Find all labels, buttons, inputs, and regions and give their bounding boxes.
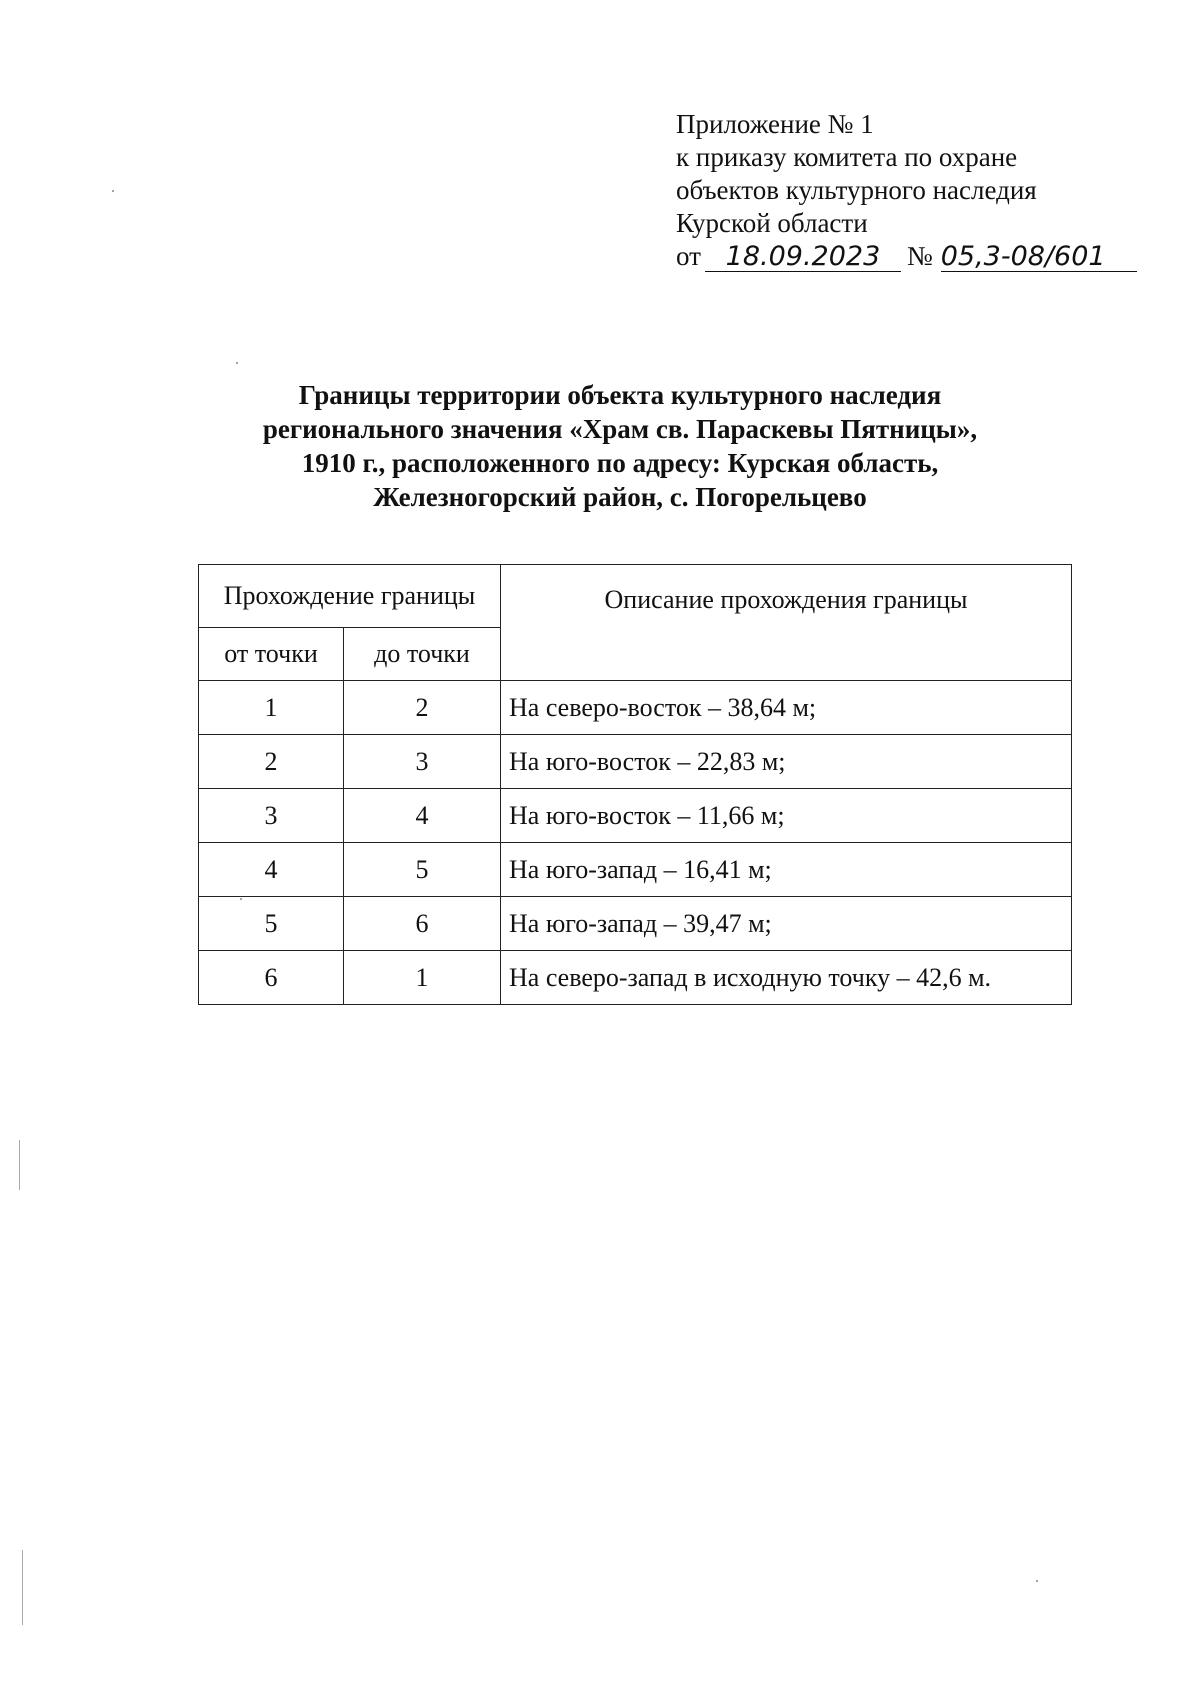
table-row: [199, 897, 1072, 951]
header-from: от точки: [199, 628, 344, 681]
cell-from: 2: [199, 735, 344, 789]
scan-speck: [112, 190, 114, 192]
scan-edge-mark: [19, 1140, 20, 1190]
document-title: [180, 378, 1060, 514]
header-to: до точки: [344, 628, 501, 681]
cell-to: 3: [344, 735, 501, 789]
header-description: Описание прохождения границы: [501, 565, 1072, 681]
title-line-1: Границы территории объекта культурного наследия: [298, 380, 942, 410]
table-row: [199, 789, 1072, 843]
handwritten-date: 18.09.2023: [705, 243, 901, 272]
cell-from: 3: [199, 789, 344, 843]
handwritten-number: 05,3-08/601: [941, 243, 1137, 272]
scan-speck: [236, 362, 238, 364]
appendix-line-2: к приказу комитета по охране: [676, 142, 1018, 172]
cell-description: На северо-восток – 38,64 м;: [501, 681, 1072, 735]
appendix-date-line: [676, 240, 1137, 273]
cell-to: 1: [344, 951, 501, 1005]
date-prefix: от: [676, 241, 701, 271]
appendix-line-3: объектов культурного наследия: [676, 175, 1037, 205]
table-row: [199, 681, 1072, 735]
title-line-4: Железногорский район, с. Погорельцево: [373, 482, 867, 512]
cell-from: 6: [199, 951, 344, 1005]
cell-to: 4: [344, 789, 501, 843]
appendix-line-4: Курской области: [676, 208, 868, 238]
table-row: [199, 951, 1072, 1005]
cell-to: 6: [344, 897, 501, 951]
scan-speck: [1036, 1580, 1038, 1582]
cell-description: На юго-запад – 16,41 м;: [501, 843, 1072, 897]
cell-from: 1: [199, 681, 344, 735]
title-line-3: 1910 г., расположенного по адресу: Курская область,: [301, 448, 939, 478]
table-row: [199, 735, 1072, 789]
cell-description: На северо-запад в исходную точку – 42,6 м.: [501, 951, 1072, 1005]
scan-edge-mark: [22, 1550, 23, 1625]
cell-description: На юго-запад – 39,47 м;: [501, 897, 1072, 951]
cell-from: 4: [199, 843, 344, 897]
header-row-1: [199, 565, 1072, 628]
scan-speck: [240, 898, 242, 900]
appendix-block: [676, 108, 1137, 273]
appendix-line-1: Приложение № 1: [676, 109, 874, 139]
title-line-2: регионального значения «Храм св. Параскевы Пятницы»,: [262, 414, 978, 444]
number-prefix: №: [906, 241, 933, 271]
boundary-table: [198, 564, 1072, 1005]
cell-to: 2: [344, 681, 501, 735]
cell-description: На юго-восток – 11,66 м;: [501, 789, 1072, 843]
cell-from: 5: [199, 897, 344, 951]
table-row: [199, 843, 1072, 897]
cell-description: На юго-восток – 22,83 м;: [501, 735, 1072, 789]
header-passage: Прохождение границы: [199, 565, 501, 628]
cell-to: 5: [344, 843, 501, 897]
